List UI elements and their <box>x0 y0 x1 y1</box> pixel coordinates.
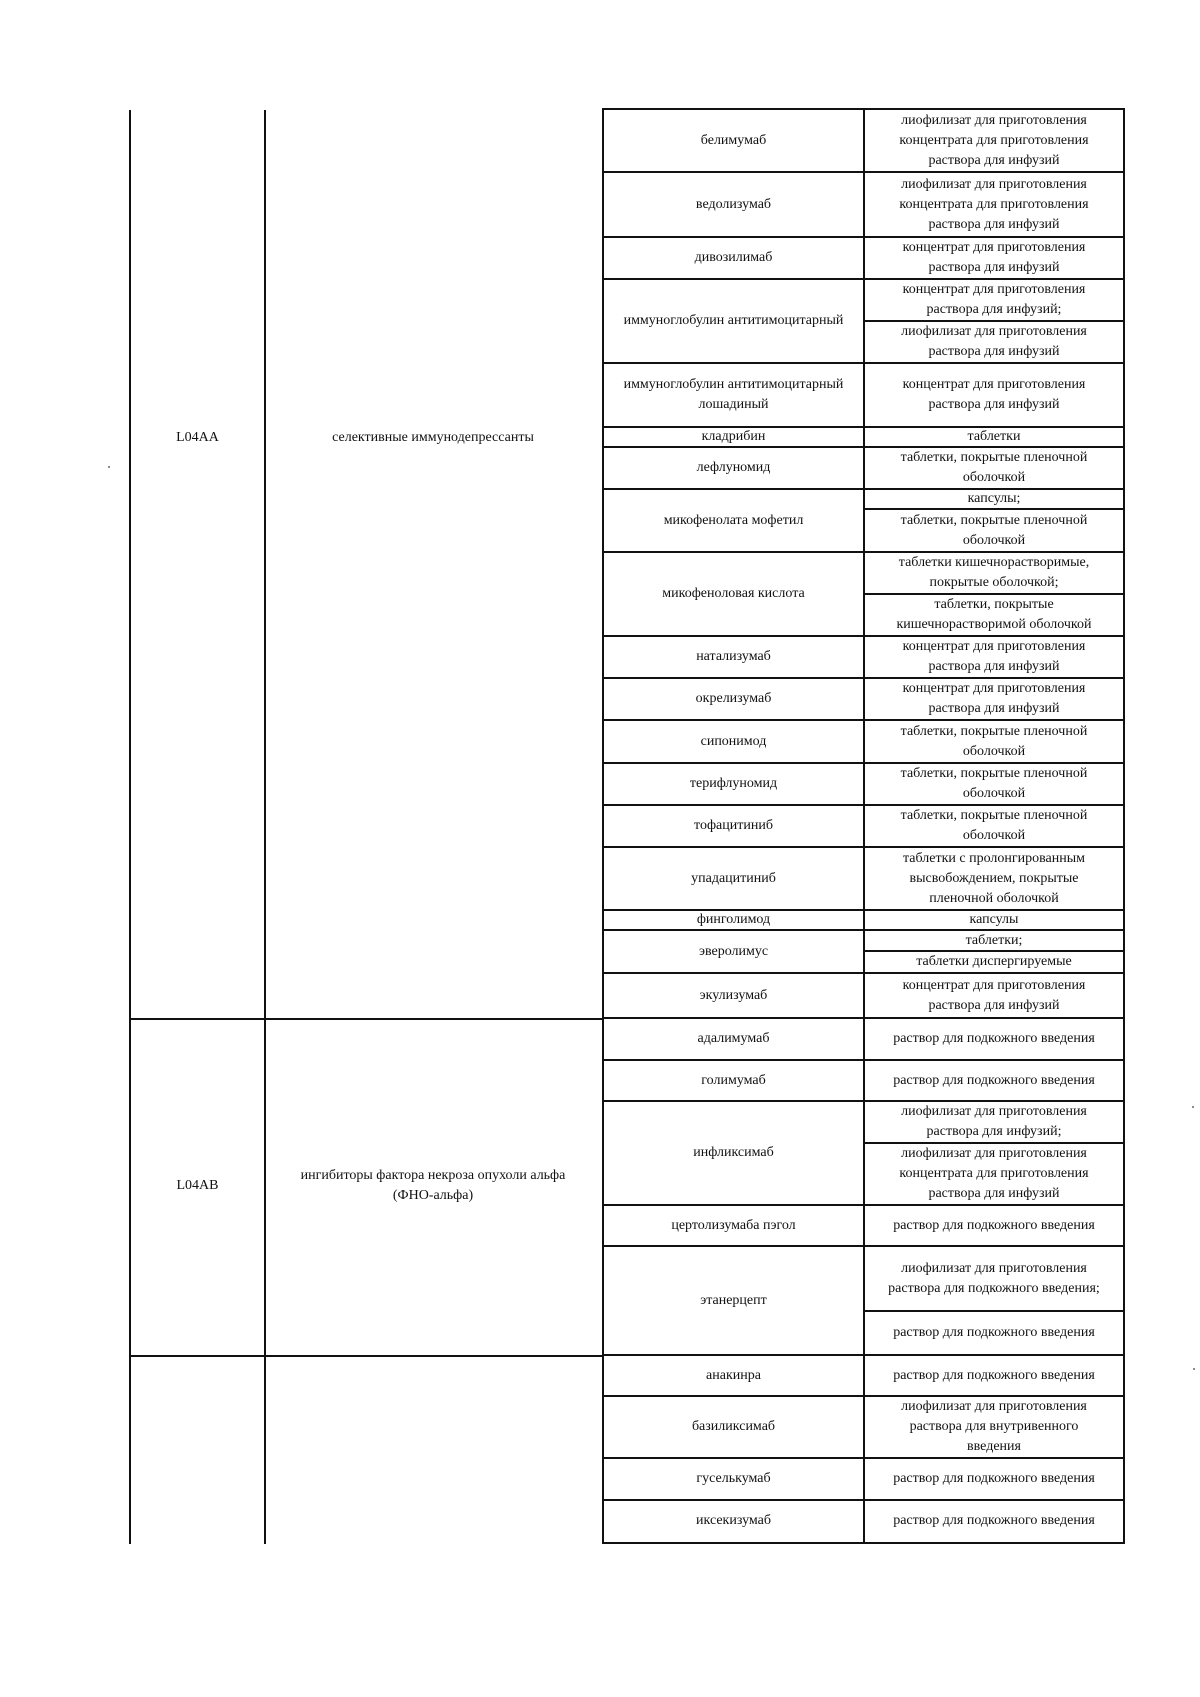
group-code: L04AB <box>176 1178 219 1193</box>
dosage-form: концентрат для приготовления раствора для инфузий <box>902 977 1086 1013</box>
dosage-form: таблетки <box>967 429 1021 444</box>
drug-name: терифлуномид <box>689 776 778 791</box>
drug-name: экулизумаб <box>699 987 768 1003</box>
dosage-form: капсулы; <box>967 491 1021 506</box>
group-name: ингибиторы фактора некроза опухоли альфа (ФНО-альфа) <box>300 1168 566 1203</box>
dosage-form: таблетки, покрытые кишечнорастворимой оболочкой <box>896 597 1092 632</box>
dosage-form: лиофилизат для приготовления раствора для инфузий; <box>901 1104 1087 1139</box>
drug-name: финголимод <box>696 912 771 927</box>
drug-name: цертолизумаба пэгол <box>671 1217 796 1233</box>
dosage-form: лиофилизат для приготовления концентрата для приготовления раствора для инфузий <box>899 113 1089 168</box>
drug-name: гуселькумаб <box>696 1471 771 1486</box>
drug-name: лефлуномид <box>696 460 771 475</box>
dosage-form: таблетки с пролонгированным высвобождением, покрытые пленочной оболочкой <box>902 850 1085 906</box>
dosage-form: таблетки, покрытые пленочной оболочкой <box>900 450 1088 485</box>
drug-name: адалимумаб <box>697 1031 770 1046</box>
column-border-left <box>129 110 131 1544</box>
dosage-form: раствор для подкожного введения <box>893 1367 1095 1383</box>
drug-name: иммуноглобулин антитимоцитарный <box>623 313 844 328</box>
dosage-form: концентрат для приготовления раствора для инфузий <box>902 639 1086 674</box>
drug-name: этанерцепт <box>700 1292 767 1308</box>
scan-speck <box>1193 1368 1195 1370</box>
dosage-form: раствор для подкожного введения <box>893 1325 1095 1340</box>
drug-name: иммуноглобулин антитимоцитарный лошадиный <box>623 377 844 412</box>
dosage-form: лиофилизат для приготовления раствора для инфузий <box>901 324 1087 359</box>
group-name: селективные иммунодепрессанты <box>332 430 534 445</box>
dosage-form: таблетки; <box>965 932 1023 948</box>
group-divider <box>129 1018 602 1020</box>
scan-speck <box>1192 1106 1194 1108</box>
dosage-form: концентрат для приготовления раствора для инфузий <box>902 240 1086 275</box>
table-bottom-border <box>602 1542 1125 1544</box>
dosage-form: раствор для подкожного введения <box>893 1072 1095 1088</box>
drug-name: кладрибин <box>701 429 766 444</box>
dosage-form: таблетки, покрытые пленочной оболочкой <box>900 512 1088 548</box>
dosage-form: концентрат для приготовления раствора для инфузий <box>902 681 1086 716</box>
dosage-form: концентрат для приготовления раствора для инфузий <box>902 377 1086 412</box>
column-border-right <box>1123 108 1125 1544</box>
drug-name: микофенолата мофетил <box>663 512 804 528</box>
dosage-form: раствор для подкожного введения <box>893 1471 1095 1486</box>
drug-name: упадацитиниб <box>691 870 776 886</box>
dosage-form: раствор для подкожного введения <box>893 1217 1095 1233</box>
drug-name: эверолимус <box>698 943 769 959</box>
drug-name: иксекизумаб <box>696 1513 771 1528</box>
drug-name: голимумаб <box>701 1072 766 1088</box>
dosage-form: концентрат для приготовления раствора для инфузий; <box>902 282 1086 317</box>
dosage-form: таблетки кишечнорастворимые, покрытые оболочкой; <box>898 555 1090 590</box>
group-name <box>266 1420 600 1440</box>
drug-name: анакинра <box>706 1367 761 1383</box>
dosage-form: лиофилизат для приготовления концентрата для приготовления раствора для инфузий <box>899 1146 1089 1201</box>
dosage-form: таблетки, покрытые пленочной оболочкой <box>900 723 1088 759</box>
drug-name: базиликсимаб <box>691 1419 776 1434</box>
dosage-form: таблетки, покрытые пленочной оболочкой <box>900 766 1088 801</box>
drug-name: белимумаб <box>700 133 767 148</box>
drug-name: сипонимод <box>700 733 767 749</box>
dosage-form: таблетки, покрытые пленочной оболочкой <box>900 808 1088 843</box>
group-code: L04AA <box>176 430 219 445</box>
dosage-form: таблетки диспергируемые <box>916 954 1072 969</box>
dosage-form: раствор для подкожного введения <box>893 1031 1095 1046</box>
column-border-group <box>264 110 266 1544</box>
drug-name: дивозилимаб <box>694 250 773 265</box>
dosage-form: лиофилизат для приготовления раствора для подкожного введения; <box>888 1260 1100 1296</box>
group-code <box>131 1420 264 1440</box>
scan-speck <box>108 466 110 468</box>
drug-name: окрелизумаб <box>695 691 772 706</box>
dosage-form: капсулы <box>969 912 1019 927</box>
dosage-form: лиофилизат для приготовления концентрата для приготовления раствора для инфузий <box>899 176 1089 232</box>
dosage-form: лиофилизат для приготовления раствора для внутривенного введения <box>901 1399 1087 1454</box>
drug-name: микофеноловая кислота <box>662 586 805 601</box>
drug-name: натализумаб <box>696 649 771 664</box>
dosage-form: раствор для подкожного введения <box>893 1513 1095 1528</box>
drug-name: ведолизумаб <box>695 196 772 212</box>
group-divider <box>129 1355 602 1357</box>
drug-name: тофацитиниб <box>694 818 773 833</box>
drug-name: инфликсимаб <box>693 1145 774 1160</box>
